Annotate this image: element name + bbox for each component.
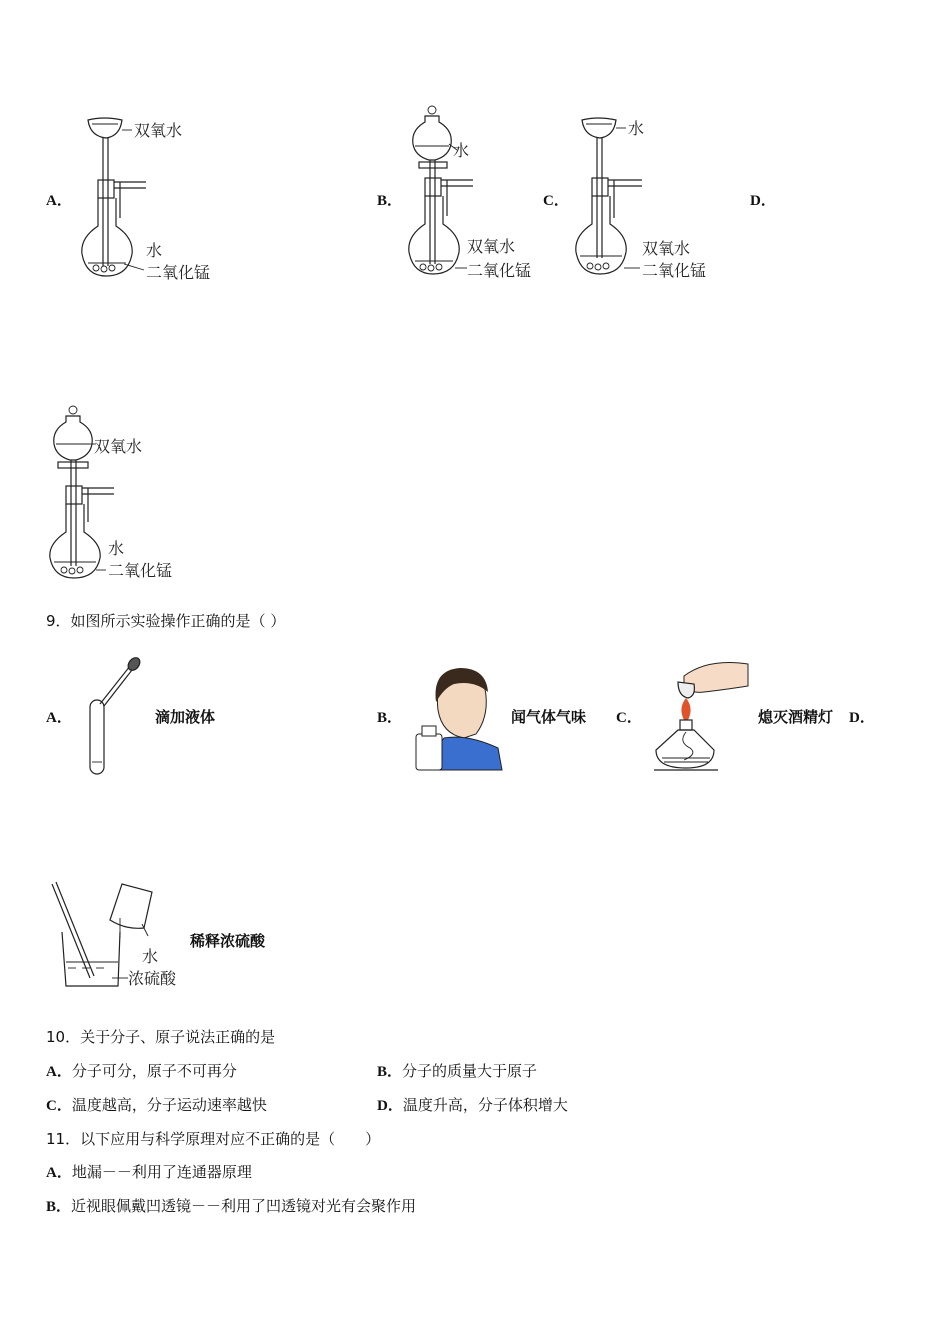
q11-option-b-letter: B． (46, 1199, 72, 1215)
q8-c-label-1: 水 (628, 119, 645, 138)
q10-option-c (46, 1094, 267, 1115)
q9-option-a-letter: A． (46, 710, 72, 726)
q8-apparatus-a (80, 108, 230, 288)
q11-option-a-letter: A． (46, 1165, 72, 1181)
q8-c-label-2: 双氧水 (642, 239, 691, 258)
q8-option-b-letter: B． (377, 193, 403, 209)
q10-option-d (377, 1094, 568, 1115)
q9-dilute-sulfuric-acid-image (46, 878, 186, 994)
q9-alcohol-lamp-image (648, 656, 752, 778)
q8-b-label-2: 双氧水 (467, 237, 516, 256)
q9-option-a-caption: 滴加液体 (155, 708, 216, 726)
q8-b-label-1: 水 (453, 141, 470, 160)
q9-dropper-test-tube-image (80, 656, 142, 780)
q10-option-a-text: 分子可分，原子不可再分 (71, 1062, 237, 1080)
q8-d-label-3: 二氧化锰 (108, 561, 173, 580)
q9-smelling-gas-image (414, 662, 506, 772)
q9-option-c-caption: 熄灭酒精灯 (758, 708, 834, 726)
q11-stem: 11．以下应用与科学原理对应不正确的是（ ） (46, 1130, 381, 1148)
q8-a-label-3: 二氧化锰 (146, 263, 211, 282)
q8-apparatus-c (574, 108, 724, 284)
q10-stem: 10．关于分子、原子说法正确的是 (46, 1028, 276, 1046)
q10-option-b-text: 分子的质量大于原子 (402, 1062, 538, 1080)
q9-stem: 9．如图所示实验操作正确的是（ ） (46, 612, 286, 630)
q8-c-label-3: 二氧化锰 (642, 261, 707, 280)
q10-option-d-text: 温度升高，分子体积增大 (402, 1096, 568, 1114)
q8-option-d-letter: D． (750, 193, 776, 209)
q10-option-b-letter: B． (377, 1064, 403, 1080)
q8-a-label-2: 水 (146, 241, 163, 260)
q8-apparatus-b (405, 104, 555, 284)
q10-option-c-text: 温度越高，分子运动速率越快 (71, 1096, 267, 1114)
q9-d-label-acid: 浓硫酸 (128, 969, 177, 988)
q11-option-b (46, 1195, 416, 1216)
q8-a-label-1: 双氧水 (134, 121, 183, 140)
q9-option-c-letter: C． (616, 710, 642, 726)
q9-option-b-caption: 闻气体气味 (511, 708, 587, 726)
q8-d-label-1: 双氧水 (94, 437, 143, 456)
q10-option-a (46, 1060, 237, 1081)
q9-option-d-letter: D． (849, 710, 875, 726)
q9-option-b-letter: B． (377, 710, 403, 726)
q8-option-a-letter: A． (46, 193, 72, 209)
q11-option-b-text: 近视眼佩戴凹透镜－－利用了凹透镜对光有会聚作用 (71, 1197, 417, 1215)
q8-b-label-3: 二氧化锰 (467, 261, 532, 280)
q11-option-a (46, 1161, 252, 1182)
q8-d-label-2: 水 (108, 539, 125, 558)
q9-d-label-water: 水 (142, 947, 159, 966)
q9-option-d-caption: 稀释浓硫酸 (190, 932, 266, 950)
q10-option-c-letter: C． (46, 1098, 72, 1114)
q10-option-b (377, 1060, 537, 1081)
q10-option-a-letter: A． (46, 1064, 72, 1080)
q10-option-d-letter: D． (377, 1098, 403, 1114)
q8-apparatus-d (46, 404, 206, 584)
q11-option-a-text: 地漏－－利用了连通器原理 (71, 1163, 252, 1181)
q8-option-c-letter: C． (543, 193, 569, 209)
